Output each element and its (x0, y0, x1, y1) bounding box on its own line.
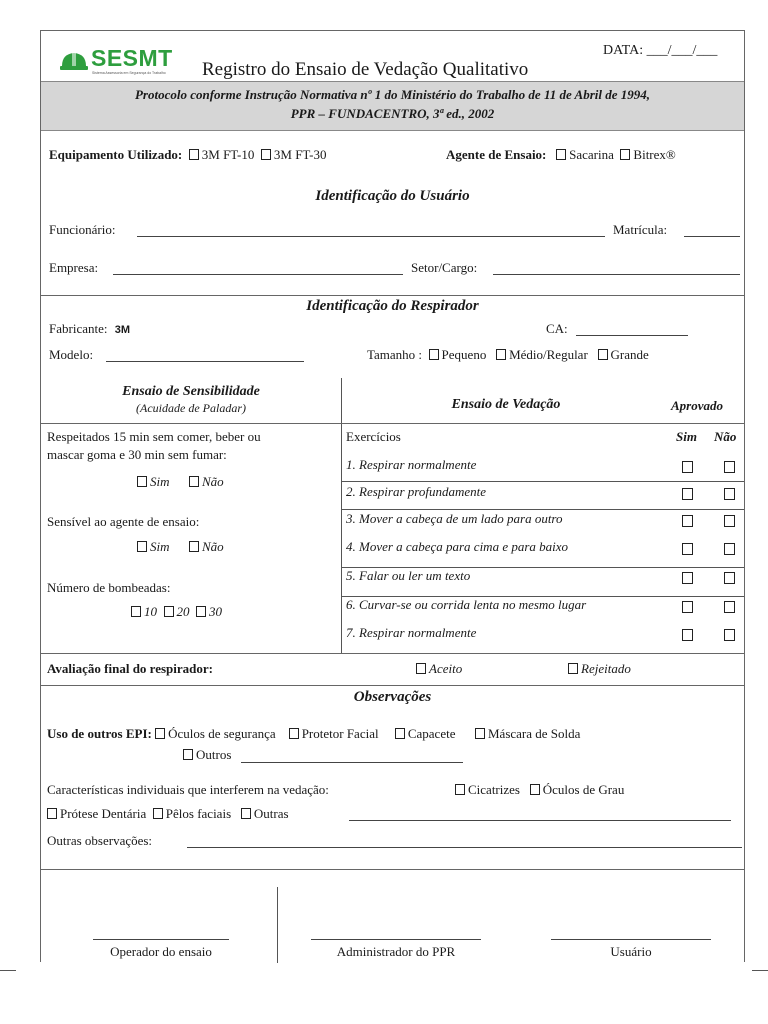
divider-observations (41, 685, 744, 686)
registration-field[interactable] (684, 236, 740, 237)
other-obs-label: Outras observações: (47, 833, 153, 848)
ppe-other-field[interactable] (241, 762, 463, 763)
column-divider (341, 378, 342, 653)
model-field[interactable] (106, 361, 304, 362)
ppe-helmet-label: Capacete (407, 726, 456, 741)
company-label: Empresa: (49, 260, 99, 275)
sensitivity-title: Ensaio de Sensibilidade (122, 384, 260, 399)
checkbox-exercise-4-yes[interactable] (682, 543, 693, 555)
equipment-option-ft10: 3M FT-10 (201, 147, 255, 162)
cut-mark-right (752, 970, 768, 971)
checkbox-q1-no[interactable] (189, 476, 199, 487)
sector-label: Setor/Cargo: (411, 260, 478, 275)
manufacturer-row (49, 321, 130, 337)
exercise-label: 2. Respirar profundamente (346, 484, 486, 499)
ca-field[interactable] (576, 335, 688, 336)
equipment-row (49, 147, 327, 163)
user-section-title: Identificação do Usuário (315, 188, 470, 204)
logo-text: SESMT (91, 45, 173, 71)
form-page (40, 30, 745, 962)
ppe-goggles-label: Óculos de segurança (168, 726, 276, 741)
divider-signatures (41, 869, 744, 870)
exercise-label: 1. Respirar normalmente (346, 457, 477, 472)
trait-other-field[interactable] (349, 820, 731, 821)
checkbox-size-large[interactable] (598, 349, 608, 360)
user-signature-label: Usuário (610, 944, 652, 959)
exercise-label: 6. Curvar-se ou corrida lenta no mesmo lugar (346, 597, 587, 612)
operator-signature-label: Operador do ensaio (110, 944, 212, 959)
exercises-label: Exercícios (346, 429, 401, 444)
checkbox-pumps-10[interactable] (131, 606, 141, 617)
checkbox-size-small[interactable] (429, 349, 439, 360)
sensitivity-q2: Sensível ao agente de ensaio: (47, 514, 200, 529)
checkbox-exercise-6-yes[interactable] (682, 601, 693, 613)
checkbox-pumps-20[interactable] (164, 606, 174, 617)
traits-label: Características individuais que interferem na vedação: (47, 782, 329, 797)
checkbox-exercise-4-no[interactable] (724, 543, 735, 555)
agent-option-sacarina: Sacarina (569, 147, 614, 162)
protocol-line-1: Protocolo conforme Instrução Normativa nº 1 do Ministério do Trabalho de 11 de Abril de 1994, (134, 87, 650, 102)
approved-no-header: Não (714, 429, 737, 444)
other-obs-field[interactable] (187, 847, 742, 848)
page-title: Registro do Ensaio de Vedação Qualitativo (202, 59, 529, 80)
checkbox-trait-scars[interactable] (455, 784, 465, 795)
q1-yes-label: Sim (150, 474, 170, 489)
ppe-label: Uso de outros EPI: (47, 726, 152, 741)
agent-option-bitrex: Bitrex® (633, 147, 676, 162)
checkbox-q2-yes[interactable] (137, 541, 147, 552)
checkbox-accepted[interactable] (416, 663, 426, 674)
checkbox-exercise-2-yes[interactable] (682, 488, 693, 500)
checkbox-exercise-1-no[interactable] (724, 461, 735, 473)
exercise-label: 3. Mover a cabeça de um lado para outro (346, 511, 563, 526)
protocol-line-2: PPR – FUNDACENTRO, 3ª ed., 2002 (290, 106, 495, 121)
respirator-section-title: Identificação do Respirador (306, 298, 479, 314)
logo-subtext: Sistema Assessoria em Segurança do Trabalho (92, 71, 166, 75)
observations-title: Observações (353, 689, 432, 705)
divider-user-respirator (41, 295, 744, 296)
final-label: Avaliação final do respirador: (47, 661, 213, 676)
checkbox-ft30[interactable] (261, 149, 271, 160)
trait-facialhair-label: Pêlos faciais (165, 806, 232, 821)
pumps-30-label: 30 (209, 604, 222, 619)
exercise-row-divider (341, 509, 744, 510)
size-label: Tamanho : (367, 347, 423, 362)
checkbox-ppe-faceshield[interactable] (289, 728, 299, 739)
checkbox-exercise-7-yes[interactable] (682, 629, 693, 641)
company-field[interactable] (113, 274, 403, 275)
seal-test-title: Ensaio de Vedação (451, 397, 561, 412)
model-label: Modelo: (49, 347, 94, 362)
divider-test-header (41, 423, 744, 424)
exercise-label: 4. Mover a cabeça para cima e para baixo (346, 539, 569, 554)
ppe-row (47, 726, 580, 742)
traits-row (47, 782, 329, 798)
checkbox-exercise-5-yes[interactable] (682, 572, 693, 584)
q2-no-label: Não (202, 539, 224, 554)
divider-final (41, 653, 744, 654)
checkbox-q1-yes[interactable] (137, 476, 147, 487)
size-option-large: Grande (610, 347, 649, 362)
equipment-label: Equipamento Utilizado: (49, 147, 183, 162)
checkbox-exercise-2-no[interactable] (724, 488, 735, 500)
size-option-medium: Médio/Regular (509, 347, 588, 362)
sensitivity-subtitle: (Acuidade de Paladar) (136, 401, 246, 415)
approved-label: Aprovado (671, 398, 723, 413)
agent-row (446, 147, 676, 163)
checkbox-pumps-30[interactable] (196, 606, 206, 617)
pumps-10-label: 10 (144, 604, 157, 619)
checkbox-exercise-3-yes[interactable] (682, 515, 693, 527)
checkbox-ft10[interactable] (189, 149, 199, 160)
exercise-label: 7. Respirar normalmente (346, 625, 477, 640)
checkbox-exercise-5-no[interactable] (724, 572, 735, 584)
checkbox-q2-no[interactable] (189, 541, 199, 552)
sensitivity-q1-options (137, 474, 224, 490)
sensitivity-q3-options (131, 604, 222, 620)
checkbox-ppe-helmet[interactable] (395, 728, 405, 739)
trait-denture-label: Prótese Dentária (60, 806, 147, 821)
sensitivity-q2-options (137, 539, 224, 555)
sector-field[interactable] (493, 274, 740, 275)
registration-label: Matrícula: (613, 222, 668, 237)
accepted-label: Aceito (429, 661, 463, 676)
trait-glasses-label: Óculos de Grau (542, 782, 625, 797)
cut-mark-left (0, 970, 16, 971)
final-accepted (416, 661, 462, 677)
trait-other-label: Outras (253, 806, 289, 821)
manufacturer-value: 3M (114, 324, 131, 336)
checkbox-sacarina[interactable] (556, 149, 566, 160)
checkbox-trait-other[interactable] (241, 808, 251, 819)
trait-scars-label: Cicatrizes (468, 782, 520, 797)
q1-no-label: Não (202, 474, 224, 489)
exercise-label: 5. Falar ou ler um texto (346, 568, 471, 583)
signature-divider (277, 887, 278, 963)
size-option-small: Pequeno (441, 347, 487, 362)
sensitivity-q1-line2: mascar goma e 30 min sem fumar: (47, 447, 227, 462)
equipment-option-ft30: 3M FT-30 (273, 147, 327, 162)
admin-signature-label: Administrador do PPR (336, 944, 456, 959)
final-rejected (568, 661, 631, 677)
checkbox-ppe-goggles[interactable] (155, 728, 165, 739)
checkbox-bitrex[interactable] (620, 149, 630, 160)
checkbox-rejected[interactable] (568, 663, 578, 674)
sensitivity-q3: Número de bombeadas: (47, 580, 171, 595)
traits-options-1 (455, 782, 624, 798)
ppe-other-row (183, 747, 231, 763)
protocol-banner (41, 81, 744, 131)
checkbox-exercise-1-yes[interactable] (682, 461, 693, 473)
checkbox-ppe-welding[interactable] (475, 728, 485, 739)
checkbox-trait-glasses[interactable] (530, 784, 540, 795)
pumps-20-label: 20 (176, 604, 190, 619)
ppe-faceshield-label: Protetor Facial (301, 726, 379, 741)
sensitivity-q1-line1: Respeitados 15 min sem comer, beber ou (47, 429, 261, 444)
checkbox-exercise-3-no[interactable] (724, 515, 735, 527)
size-row (367, 347, 649, 363)
manufacturer-label: Fabricante: (49, 321, 108, 336)
checkbox-exercise-7-no[interactable] (724, 629, 735, 641)
traits-options-2 (47, 806, 289, 822)
checkbox-trait-facialhair[interactable] (153, 808, 163, 819)
helmet-icon (59, 49, 89, 73)
operator-signature-line[interactable] (93, 939, 229, 940)
ppe-other-label: Outros (196, 747, 232, 762)
q2-yes-label: Sim (150, 539, 170, 554)
ppe-welding-label: Máscara de Solda (487, 726, 581, 741)
logo (59, 47, 207, 77)
checkbox-size-medium[interactable] (496, 349, 506, 360)
approved-yes-header: Sim (676, 429, 697, 444)
agent-label: Agente de Ensaio: (446, 147, 547, 162)
employee-label: Funcionário: (49, 222, 116, 237)
employee-field[interactable] (137, 236, 605, 237)
exercise-row-divider (341, 481, 744, 482)
ca-label: CA: (546, 321, 568, 336)
date-field[interactable]: DATA: ___/___/___ (603, 43, 718, 58)
checkbox-exercise-6-no[interactable] (724, 601, 735, 613)
checkbox-ppe-other[interactable] (183, 749, 193, 760)
user-signature-line[interactable] (551, 939, 711, 940)
admin-signature-line[interactable] (311, 939, 481, 940)
rejected-label: Rejeitado (581, 661, 631, 676)
checkbox-trait-denture[interactable] (47, 808, 57, 819)
